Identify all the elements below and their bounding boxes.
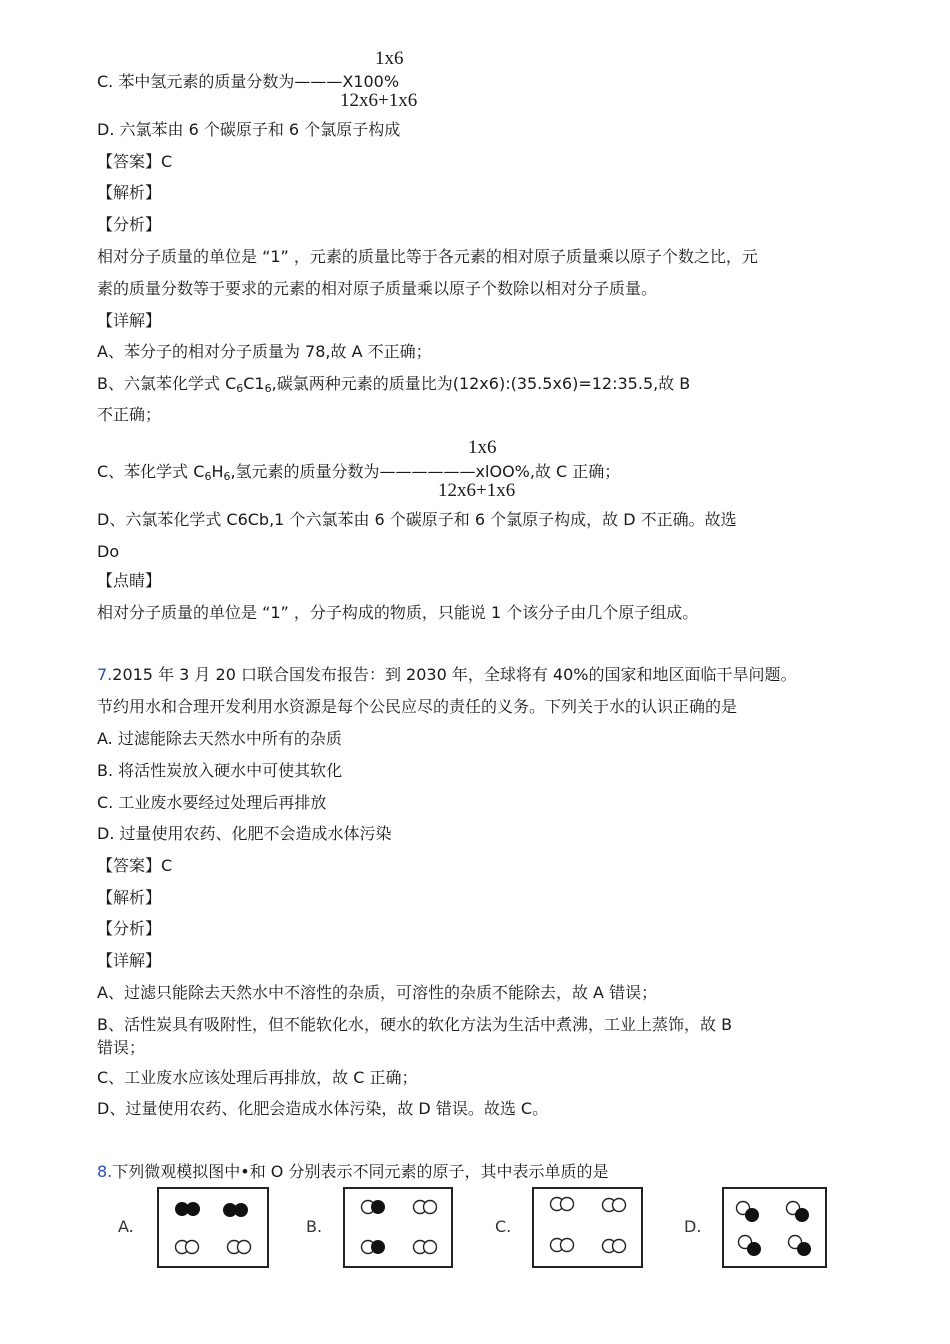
molecule-white-white [173, 1237, 203, 1257]
q8-stem [97, 1162, 608, 1182]
molecule-white-black-diagonal [734, 1199, 764, 1225]
detail-b-sub1: 6 [236, 382, 244, 395]
q8-number: 8. [97, 1162, 113, 1181]
q7-jiexi: 【解析】 [97, 888, 162, 907]
q6-detail-d-line-2: Do [97, 542, 120, 561]
q7-option-b: B. 将活性炭放入硬水中可使其软化 [97, 761, 343, 780]
molecule-white-black-diagonal [784, 1199, 814, 1225]
q7-detail-d: D、过量使用农药、化肥会造成水体污染，故 D 错误。故选 C。 [97, 1099, 549, 1118]
molecule-black-black [173, 1199, 203, 1219]
q6-analysis-line-1: 相对分子质量的单位是 “1” ，元素的质量比等于各元素的相对原子质量乘以原子个数之比，元 [97, 247, 758, 266]
detail-c-sub2: 6 [223, 470, 231, 483]
q7-detail-b-line-2: 错误； [97, 1038, 146, 1057]
molecule-white-white [225, 1237, 255, 1257]
detail-c-denominator: 12x6+1x6 [438, 480, 516, 501]
q6-jiexi: 【解析】 [97, 183, 162, 202]
q8-diagram-a [157, 1187, 269, 1268]
q6-detail-a: A、苯分子的相对分子质量为 78,故 A 不正确； [97, 342, 432, 361]
q6-xiangjie: 【详解】 [97, 311, 162, 330]
molecule-white-black [359, 1237, 389, 1257]
detail-c-numerator: 1x6 [468, 437, 497, 458]
q6-option-d: D. 六氯苯由 6 个碳原子和 6 个氯原子构成 [97, 120, 401, 139]
q7-detail-a: A、过滤只能除去天然水中不溶性的杂质，可溶性的杂质不能除去，故 A 错误； [97, 983, 658, 1002]
q8-label-b: B. [306, 1217, 323, 1236]
q6-detail-c [97, 462, 620, 482]
molecule-white-white [411, 1197, 441, 1217]
q6-dianjing-text: 相对分子质量的单位是 “1” ，分子构成的物质，只能说 1 个该分子由几个原子组成。 [97, 603, 699, 622]
detail-b-mid: C1 [243, 374, 265, 393]
q6-analysis-line-2: 素的质量分数等于要求的元素的相对原子质量乘以原子个数除以相对分子质量。 [97, 279, 658, 298]
q7-option-d: D. 过量使用农药、化肥不会造成水体污染 [97, 824, 392, 843]
molecule-white-white [548, 1194, 578, 1214]
q7-detail-b: B、活性炭具有吸附性，但不能软化水，硬水的软化方法为生活中煮沸，工业上蒸饰，故 B [97, 1015, 733, 1034]
molecule-white-white [548, 1235, 578, 1255]
q6-answer: 【答案】C [97, 152, 173, 171]
q6-detail-b [97, 374, 690, 394]
q8-diagram-b [343, 1187, 453, 1268]
optC-text: C. 苯中氢元素的质量分数为— [97, 72, 311, 91]
q7-answer: 【答案】C [97, 856, 173, 875]
molecule-white-white [600, 1195, 630, 1215]
detail-b-sub2: 6 [264, 382, 272, 395]
q7-detail-c: C、工业废水应该处理后再排放，故 C 正确； [97, 1068, 418, 1087]
optC-suffix: X100% [342, 72, 400, 91]
detail-c-pre: C、苯化学式 C [97, 462, 205, 481]
molecule-white-white [600, 1236, 630, 1256]
q8-diagram-c [532, 1187, 643, 1268]
detail-c-post: ,氢元素的质量分数为——————xlOO%,故 C 正确； [230, 462, 621, 481]
q6-dianjing: 【点睛】 [97, 571, 162, 590]
molecule-black-black [221, 1200, 251, 1220]
q7-number: 7. [97, 665, 113, 684]
q8-label-a: A. [118, 1217, 134, 1236]
detail-b-post: ,碳氯两种元素的质量比为(12x6):(35.5x6)=12:35.5,故 B [271, 374, 691, 393]
optC-dashes: —— [310, 72, 343, 91]
molecule-white-white [411, 1237, 441, 1257]
optC-numerator: 1x6 [375, 48, 404, 69]
q7-stem-1: 2015 年 3 月 20 口联合国发布报告：到 2030 年，全球将有 40%的国家和地区面临干旱问题。 [112, 665, 797, 684]
q7-stem-line-2: 节约用水和合理开发利用水资源是每个公民应尽的责任的义务。下列关于水的认识正确的是 [97, 697, 738, 716]
molecule-white-black [359, 1197, 389, 1217]
q6-fenxi: 【分析】 [97, 215, 162, 234]
molecule-white-black-diagonal [736, 1233, 766, 1259]
detail-c-sub1: 6 [204, 470, 212, 483]
q7-stem-line-1 [97, 665, 797, 685]
q7-option-c: C. 工业废水要经过处理后再排放 [97, 793, 327, 812]
q8-label-c: C. [495, 1217, 512, 1236]
detail-b-pre: B、六氯苯化学式 C [97, 374, 237, 393]
q8-diagram-d [722, 1187, 827, 1268]
q6-detail-d: D、六氯苯化学式 C6Cb,1 个六氯苯由 6 个碳原子和 6 个氯原子构成，故 D 不正确。故选 [97, 510, 737, 529]
q7-xiangjie: 【详解】 [97, 951, 162, 970]
detail-c-mid: H [211, 462, 224, 481]
q7-fenxi: 【分析】 [97, 919, 162, 938]
q8-stem-text: 下列微观模拟图中•和 O 分别表示不同元素的原子，其中表示单质的是 [112, 1162, 609, 1181]
molecule-white-black-diagonal [786, 1233, 816, 1259]
q8-label-d: D. [684, 1217, 702, 1236]
q6-detail-b-line-2: 不正确； [97, 405, 162, 424]
q6-option-c [97, 72, 399, 92]
optC-denominator: 12x6+1x6 [340, 90, 418, 111]
q7-option-a: A. 过滤能除去天然水中所有的杂质 [97, 729, 342, 748]
